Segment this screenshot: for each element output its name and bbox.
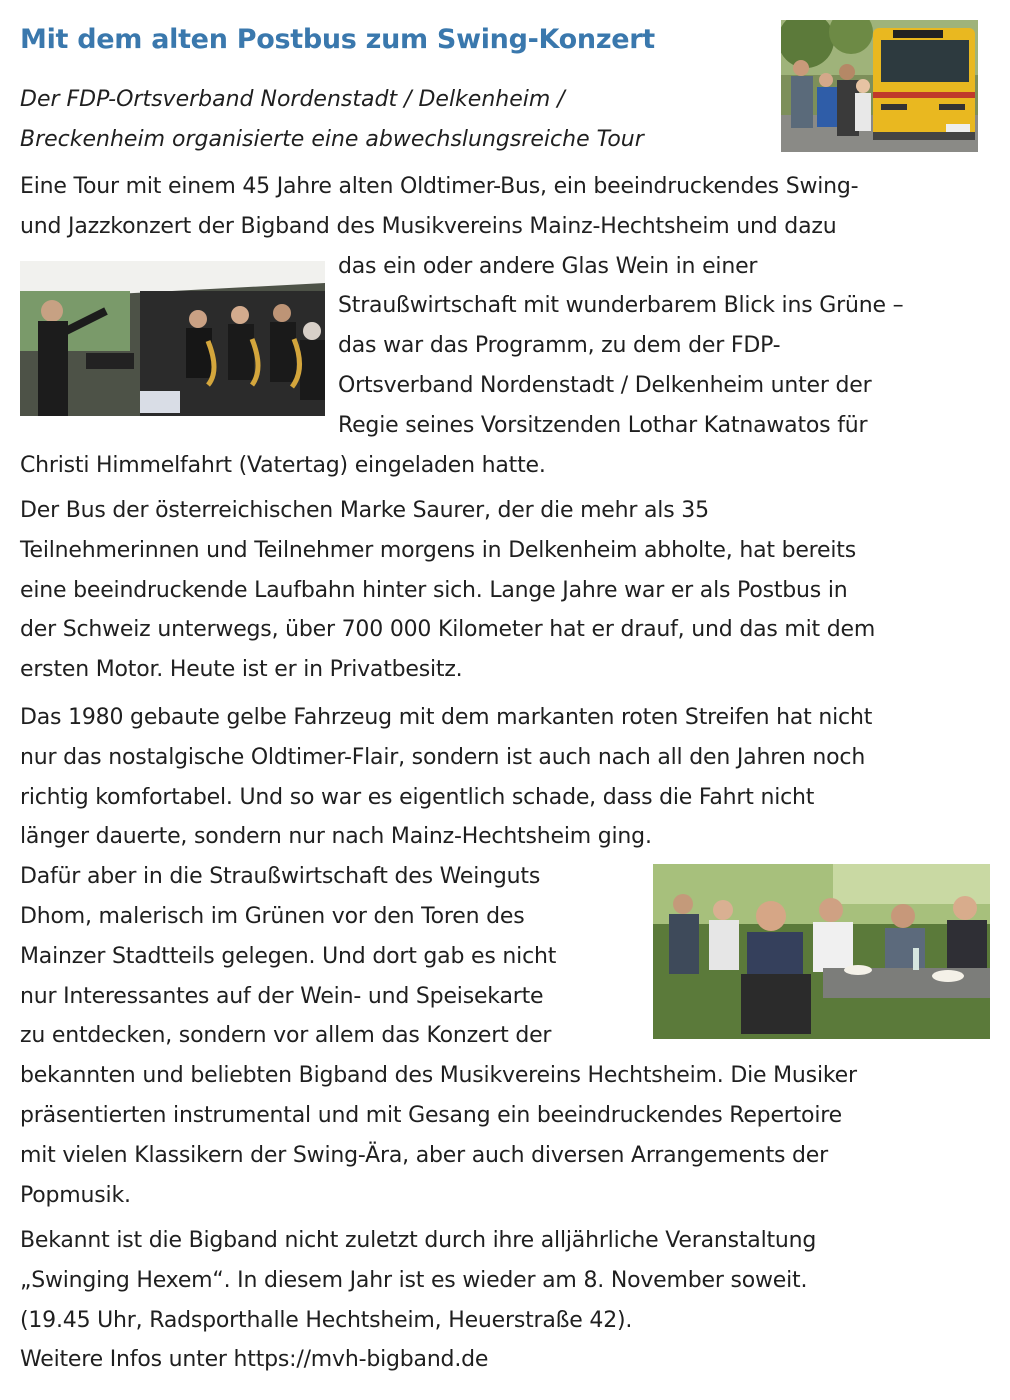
- text-line: Popmusik.: [20, 1182, 131, 1208]
- text-line: länger dauerte, sondern nur nach Mainz-Hechtsheim ging.: [20, 824, 652, 850]
- more-info-link[interactable]: Weitere Infos unter https://mvh-bigband.de: [20, 1347, 489, 1373]
- text-line: Christi Himmelfahrt (Vatertag) eingeladen hatte.: [20, 452, 546, 478]
- text-line: Bekannt ist die Bigband nicht zuletzt durch ihre alljährliche Veranstaltung: [20, 1228, 817, 1253]
- text-line: Regie seines Vorsitzenden Lothar Katnawatos für: [338, 412, 868, 438]
- text-line: bekannten und beliebten Bigband des Musikvereins Hechtsheim. Die Musiker: [20, 1063, 857, 1089]
- text-line: nur das nostalgische Oldtimer-Flair, sondern ist auch nach all den Jahren noch: [20, 744, 866, 770]
- text-line: (19.45 Uhr, Radsporthalle Hechtsheim, Heuerstraße 42).: [20, 1307, 633, 1333]
- text-line: mit vielen Klassikern der Swing-Ära, aber auch diversen Arrangements der: [20, 1142, 828, 1168]
- text-line: „Swinging Hexem“. In diesem Jahr ist es wieder am 8. November soweit.: [20, 1267, 808, 1293]
- subtitle-line: Der FDP-Ortsverband Nordenstadt / Delkenheim /: [20, 87, 565, 112]
- text-line: nur Interessantes auf der Wein- und Speisekarte: [20, 983, 544, 1009]
- text-line: Mainzer Stadtteils gelegen. Und dort gab es nicht: [20, 943, 557, 969]
- article-subtitle: [20, 80, 644, 160]
- text-line: Ortsverband Nordenstadt / Delkenheim unter der: [338, 372, 872, 398]
- text-line: das ein oder andere Glas Wein in einer: [338, 253, 758, 279]
- text-line: eine beeindruckende Laufbahn hinter sich. Lange Jahre war er als Postbus in: [20, 577, 848, 603]
- text-line: der Schweiz unterwegs, über 700 000 Kilometer hat er drauf, und das mit dem: [20, 617, 876, 643]
- text-line: Der Bus der österreichischen Marke Saurer, der die mehr als 35: [20, 498, 709, 523]
- text-line: Teilnehmerinnen und Teilnehmer morgens in Delkenheim abholte, hat bereits: [20, 537, 856, 563]
- paragraph-bus: [20, 491, 875, 690]
- text-line: Dhom, malerisch im Grünen vor den Toren des: [20, 903, 525, 929]
- paragraph-intro: [20, 167, 903, 485]
- text-line: Eine Tour mit einem 45 Jahre alten Oldtimer-Bus, ein beeindruckendes Swing-: [20, 174, 859, 199]
- text-line: präsentierten instrumental und mit Gesang ein beeindruckendes Repertoire: [20, 1102, 842, 1128]
- text-line: ersten Motor. Heute ist er in Privatbesitz.: [20, 657, 463, 683]
- bus-photo: [781, 20, 978, 152]
- subtitle-line: Breckenheim organisierte eine abwechslungsreiche Tour: [20, 127, 644, 152]
- text-line: zu entdecken, sondern vor allem das Konzert der: [20, 1023, 552, 1049]
- paragraph-event-info: [20, 1221, 816, 1380]
- text-line: das war das Programm, zu dem der FDP-: [338, 333, 781, 359]
- article-title: Mit dem alten Postbus zum Swing-Konzert: [20, 24, 655, 55]
- text-line: Dafür aber in die Straußwirtschaft des Weinguts: [20, 864, 541, 890]
- paragraph-vehicle-and-concert: [20, 698, 872, 1215]
- text-line: richtig komfortabel. Und so war es eigentlich schade, dass die Fahrt nicht: [20, 784, 815, 810]
- text-line: und Jazzkonzert der Bigband des Musikvereins Mainz-Hechtsheim und dazu: [20, 213, 837, 239]
- text-line: Das 1980 gebaute gelbe Fahrzeug mit dem markanten roten Streifen hat nicht: [20, 705, 873, 730]
- text-line: Straußwirtschaft mit wunderbarem Blick ins Grüne –: [338, 293, 904, 319]
